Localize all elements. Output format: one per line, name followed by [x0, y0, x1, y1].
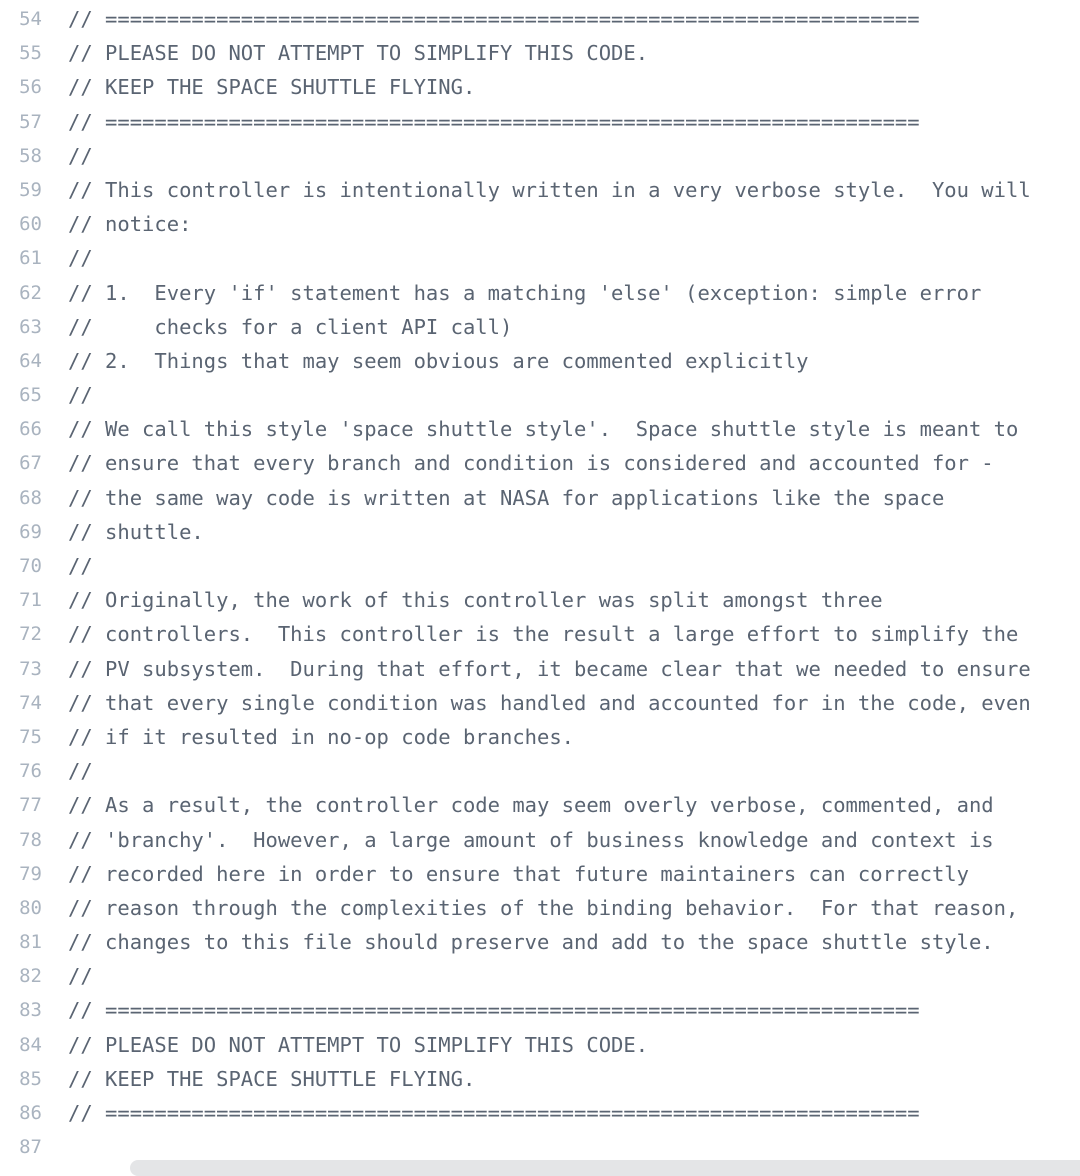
- code-line: [0, 139, 1080, 173]
- line-number[interactable]: 81: [19, 931, 42, 954]
- code-line: [0, 686, 1080, 720]
- line-number[interactable]: 71: [19, 589, 42, 612]
- line-number[interactable]: 74: [19, 691, 42, 714]
- code-text: // ==================================================================: [68, 998, 920, 1023]
- horizontal-scrollbar-thumb[interactable]: [130, 1160, 1080, 1176]
- code-text: // ==================================================================: [68, 1101, 920, 1125]
- line-number[interactable]: 73: [19, 657, 42, 680]
- code-line: [0, 36, 1080, 70]
- code-line: [0, 515, 1080, 549]
- code-text: // KEEP THE SPACE SHUTTLE FLYING.: [68, 75, 476, 100]
- code-line: [0, 1096, 1080, 1130]
- code-line: [0, 823, 1080, 857]
- line-number[interactable]: 59: [19, 178, 42, 201]
- code-text: // 2. Things that may seem obvious are commented explicitly: [68, 348, 809, 373]
- line-number[interactable]: 70: [19, 555, 42, 577]
- code-line: [0, 481, 1080, 515]
- line-number[interactable]: 72: [19, 623, 42, 646]
- line-number[interactable]: 85: [19, 1067, 42, 1090]
- code-text: // that every single condition was handled and accounted for in the code, even: [68, 690, 1031, 715]
- line-number[interactable]: 87: [19, 1136, 42, 1159]
- code-text: // if it resulted in no-op code branches.: [68, 724, 575, 749]
- code-line: [0, 412, 1080, 446]
- line-number[interactable]: 86: [19, 1102, 42, 1124]
- code-text: //: [68, 246, 93, 271]
- line-number[interactable]: 82: [19, 965, 42, 988]
- code-text: // changes to this file should preserve and add to the space shuttle style.: [68, 930, 994, 955]
- code-line: [0, 378, 1080, 412]
- line-number[interactable]: 58: [19, 144, 42, 167]
- code-text: //: [68, 554, 93, 578]
- code-line: [0, 241, 1080, 275]
- code-line: [0, 891, 1080, 925]
- code-line: [0, 105, 1080, 139]
- code-line: [0, 720, 1080, 754]
- line-number[interactable]: 75: [19, 725, 42, 748]
- code-line: [0, 583, 1080, 617]
- code-text: // controllers. This controller is the result a large effort to simplify the: [68, 622, 1019, 647]
- line-number[interactable]: 84: [19, 1033, 42, 1056]
- line-number[interactable]: 57: [19, 110, 42, 133]
- code-text: // This controller is intentionally written in a very verbose style. You will: [68, 177, 1031, 202]
- code-text: //: [68, 383, 93, 408]
- code-line: [0, 310, 1080, 344]
- code-line: [0, 788, 1080, 822]
- code-text: // As a result, the controller code may seem overly verbose, commented, and: [68, 793, 994, 818]
- code-text: // We call this style 'space shuttle style'. Space shuttle style is meant to: [68, 417, 1019, 442]
- code-line: [0, 446, 1080, 480]
- code-text: // checks for a client API call): [68, 314, 513, 339]
- code-line: [0, 617, 1080, 651]
- code-text: // 1. Every 'if' statement has a matching 'else' (exception: simple error: [68, 280, 982, 305]
- line-number[interactable]: 60: [19, 213, 42, 236]
- line-number[interactable]: 67: [19, 452, 42, 475]
- line-number[interactable]: 55: [19, 42, 42, 65]
- line-number[interactable]: 69: [19, 520, 42, 543]
- code-text: // recorded here in order to ensure that future maintainers can correctly: [68, 861, 969, 886]
- code-text: // the same way code is written at NASA for applications like the space: [68, 485, 945, 510]
- code-text: // ==================================================================: [68, 109, 920, 134]
- line-number[interactable]: 54: [19, 8, 42, 30]
- code-line: [0, 959, 1080, 993]
- line-number[interactable]: 62: [19, 281, 42, 304]
- code-text: // ==================================================================: [68, 7, 920, 31]
- code-line: [0, 207, 1080, 241]
- line-number[interactable]: 66: [19, 418, 42, 441]
- line-number[interactable]: 61: [19, 247, 42, 270]
- code-text: // notice:: [68, 212, 192, 237]
- horizontal-scrollbar[interactable]: [0, 1160, 1080, 1176]
- line-number[interactable]: 65: [19, 384, 42, 407]
- code-text: // ensure that every branch and condition is considered and accounted for -: [68, 451, 994, 476]
- code-line: [0, 1062, 1080, 1096]
- code-line: [0, 1028, 1080, 1062]
- line-number[interactable]: 77: [19, 794, 42, 817]
- code-text: //: [68, 964, 93, 989]
- code-text: // reason through the complexities of the binding behavior. For that reason,: [68, 895, 1019, 920]
- code-line: [0, 652, 1080, 686]
- code-line: [0, 173, 1080, 207]
- code-text: // PLEASE DO NOT ATTEMPT TO SIMPLIFY THIS CODE.: [68, 41, 649, 66]
- line-number[interactable]: 78: [19, 828, 42, 851]
- code-line: [0, 925, 1080, 959]
- code-text: // 'branchy'. However, a large amount of business knowledge and context is: [68, 827, 994, 852]
- code-text: // KEEP THE SPACE SHUTTLE FLYING.: [68, 1066, 476, 1091]
- code-text: // PV subsystem. During that effort, it became clear that we needed to ensure: [68, 656, 1031, 681]
- code-text: //: [68, 143, 93, 168]
- code-line: [0, 2, 1080, 36]
- line-number[interactable]: 76: [19, 760, 42, 783]
- code-line: [0, 70, 1080, 104]
- code-text: // Originally, the work of this controller was split amongst three: [68, 588, 883, 613]
- line-number[interactable]: 79: [19, 862, 42, 885]
- code-line: [0, 857, 1080, 891]
- line-number[interactable]: 63: [19, 315, 42, 338]
- code-text: // shuttle.: [68, 519, 204, 544]
- code-text: // PLEASE DO NOT ATTEMPT TO SIMPLIFY THIS CODE.: [68, 1032, 649, 1057]
- code-line: [0, 549, 1080, 583]
- code-line: [0, 344, 1080, 378]
- code-line: [0, 276, 1080, 310]
- code-line: [0, 993, 1080, 1027]
- line-number[interactable]: 83: [19, 999, 42, 1022]
- code-text: //: [68, 759, 93, 784]
- line-number[interactable]: 80: [19, 896, 42, 919]
- code-lines: [0, 2, 1080, 1164]
- code-line: [0, 754, 1080, 788]
- line-number[interactable]: 64: [19, 349, 42, 372]
- line-number[interactable]: 56: [19, 76, 42, 99]
- line-number[interactable]: 68: [19, 486, 42, 509]
